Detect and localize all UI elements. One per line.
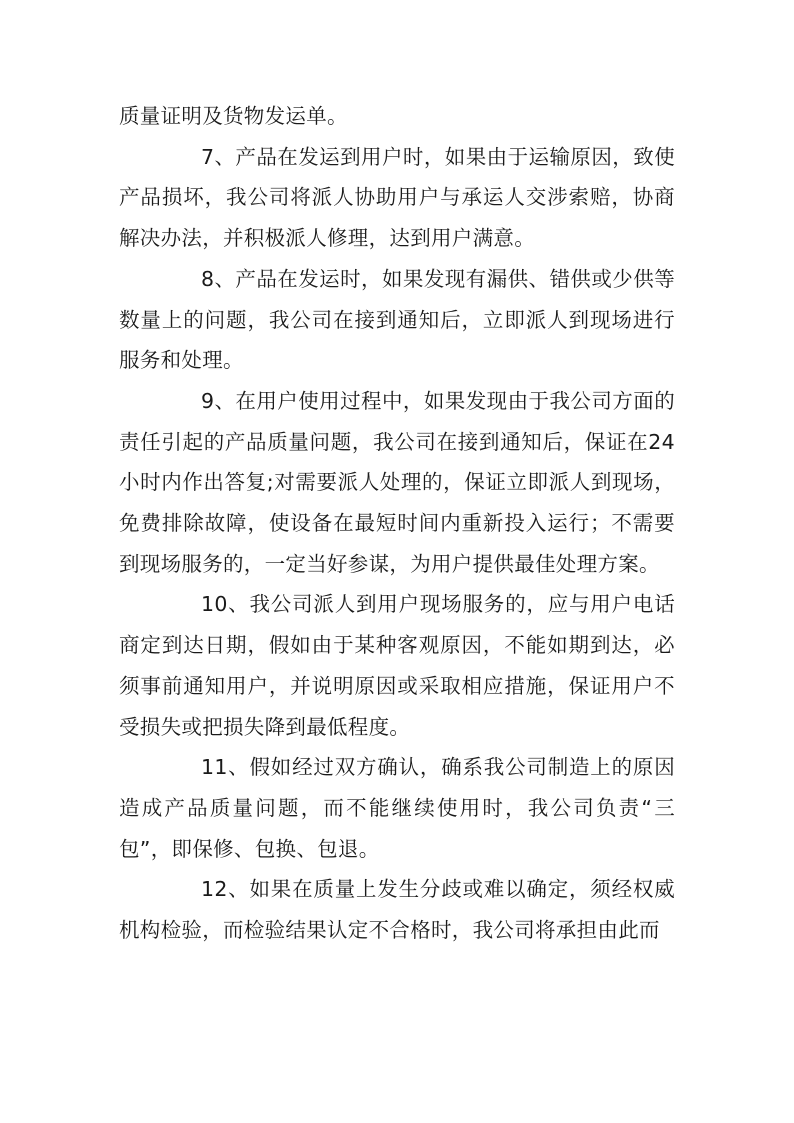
paragraph-item-12: 12、如果在质量上发生分歧或难以确定，须经权威机构检验，而检验结果认定不合格时，我公司将承担由此而 [119, 877, 675, 943]
paragraph-item-8: 8、产品在发运时，如果发现有漏供、错供或少供等数量上的问题，我公司在接到通知后，立即派人到现场进行服务和处理。 [119, 266, 675, 373]
document-body [119, 96, 675, 951]
paragraph-item-10: 10、我公司派人到用户现场服务的，应与用户电话商定到达日期，假如由于某种客观原因，不能如期到达，必须事前通知用户，并说明原因或采取相应措施，保证用户不受损失或把损失降到最低程度。 [119, 592, 675, 739]
paragraph-continuation: 质量证明及货物发运单。 [119, 104, 348, 128]
paragraph-item-9: 9、在用户使用过程中，如果发现由于我公司方面的责任引起的产品质量问题，我公司在接到通知后，保证在24小时内作出答复;对需要派人处理的，保证立即派人到现场，免费排除故障，使设备在最短时间内重新投入运行；不需要到现场服务的，一定当好参谋，为用户提供最佳处理方案。 [119, 388, 675, 576]
paragraph-item-7: 7、产品在发运到用户时，如果由于运输原因，致使产品损坏，我公司将派人协助用户与承运人交涉索赔，协商解决办法，并积极派人修理，达到用户满意。 [119, 144, 675, 251]
paragraph-item-11: 11、假如经过双方确认，确系我公司制造上的原因造成产品质量问题，而不能继续使用时，我公司负责“三包”，即保修、包换、包退。 [119, 755, 675, 861]
